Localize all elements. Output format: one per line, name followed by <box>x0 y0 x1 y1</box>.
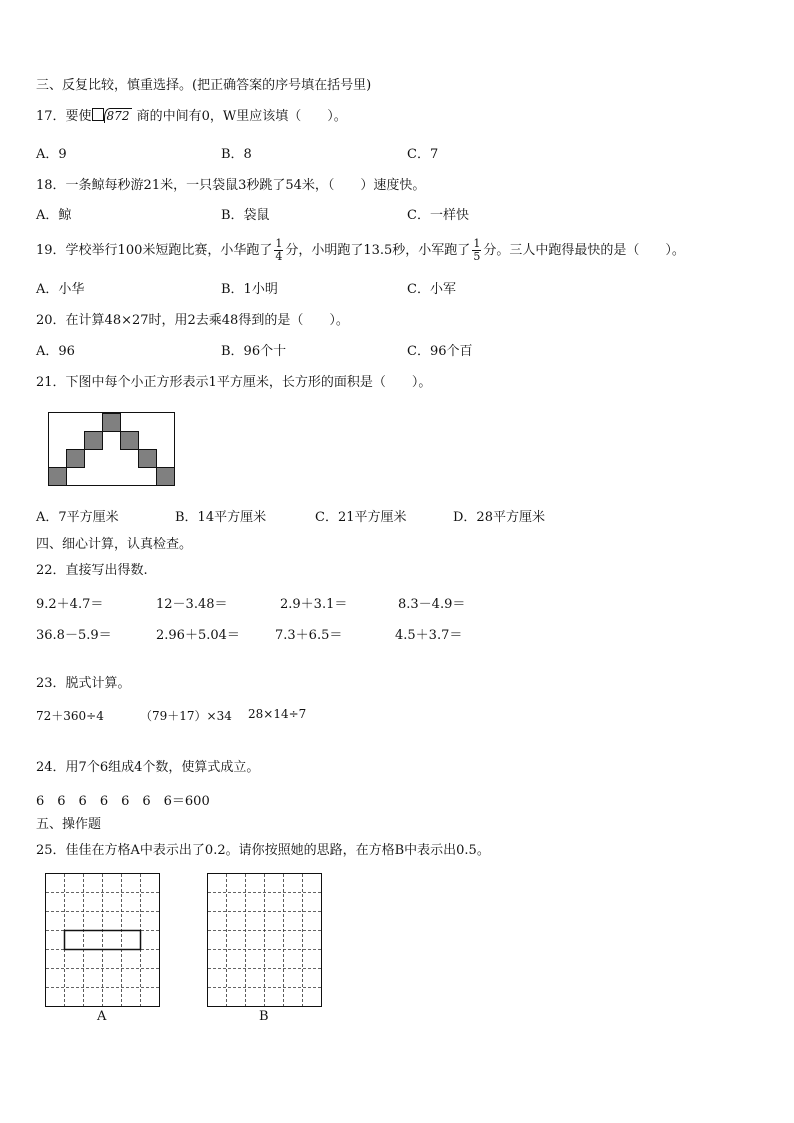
shaded-square <box>49 468 67 486</box>
calc-item[interactable]: （79＋17）×34 <box>140 709 232 723</box>
q17-option-c[interactable]: C．7 <box>407 147 439 162</box>
q25-question: 25．佳佳在方格A中表示出了0.2。请你按照她的思路，在方格B中表示出0.5。 <box>36 843 490 858</box>
calc-item[interactable]: 28×14÷7 <box>248 707 307 721</box>
q19-fraction-1 <box>274 238 283 263</box>
q24-question: 24．用7个6组成4个数，使算式成立。 <box>36 760 260 775</box>
q21-option-b[interactable]: B．14平方厘米 <box>175 510 267 525</box>
q21-option-d[interactable]: D．28平方厘米 <box>453 510 545 525</box>
fraction-numerator: 1 <box>473 237 481 250</box>
q21-option-c[interactable]: C．21平方厘米 <box>315 510 407 525</box>
q20-option-b[interactable]: B．96个十 <box>221 344 287 359</box>
fraction-denominator: 5 <box>473 250 481 263</box>
q18-option-a[interactable]: A．鲸 <box>36 208 72 223</box>
q19-fraction-2 <box>472 238 481 263</box>
calc-item[interactable]: 8.3－4.9＝ <box>398 597 466 612</box>
q19-part1: 19．学校举行100米短跑比赛，小华跑了 <box>36 243 273 258</box>
q17-dividend: 872 <box>104 108 133 123</box>
calc-item[interactable]: 12－3.48＝ <box>156 597 228 612</box>
fraction-denominator: 4 <box>275 250 283 263</box>
q17-option-a[interactable]: A．9 <box>36 147 67 162</box>
calc-item[interactable]: 2.96＋5.04＝ <box>156 628 240 643</box>
q17-option-b[interactable]: B．8 <box>221 147 252 162</box>
q19-option-c[interactable]: C．小军 <box>407 282 456 297</box>
section5-title: 五、操作题 <box>36 817 102 832</box>
shaded-square <box>157 468 175 486</box>
q19-part2: 分，小明跑了13.5秒，小军跑了 <box>285 243 471 258</box>
grid-b[interactable] <box>207 873 323 1009</box>
shaded-square <box>121 432 139 450</box>
q22-question: 22．直接写出得数. <box>36 563 148 578</box>
section3-title: 三、反复比较，慎重选择。(把正确答案的序号填在括号里) <box>36 78 372 93</box>
q24-expression[interactable]: 6 6 6 6 6 6 6＝600 <box>36 794 210 809</box>
calc-item[interactable]: 72＋360÷4 <box>36 709 104 723</box>
q18-option-c[interactable]: C．一样快 <box>407 208 469 223</box>
calc-item[interactable]: 36.8－5.9＝ <box>36 628 112 643</box>
fraction-numerator: 1 <box>275 237 283 250</box>
q17-question <box>36 108 347 126</box>
grid-b-label: B <box>259 1009 269 1024</box>
q23-question: 23．脱式计算。 <box>36 676 131 691</box>
blank-box[interactable] <box>92 108 104 121</box>
q20-option-c[interactable]: C．96个百 <box>407 344 473 359</box>
calc-item[interactable]: 2.9＋3.1＝ <box>280 597 348 612</box>
q19-part3: 分。三人中跑得最快的是（ ）。 <box>483 243 685 258</box>
calc-item[interactable]: 4.5＋3.7＝ <box>395 628 463 643</box>
q20-question: 20．在计算48×27时，用2去乘48得到的是（ ）。 <box>36 313 349 328</box>
q18-option-b[interactable]: B．袋鼠 <box>221 208 270 223</box>
q20-option-a[interactable]: A．96 <box>36 344 75 359</box>
shaded-square <box>85 432 103 450</box>
q19-option-b[interactable]: B．1小明 <box>221 282 278 297</box>
shaded-square <box>103 414 121 432</box>
shaded-square <box>67 450 85 468</box>
section4-title: 四、细心计算，认真检查。 <box>36 537 193 552</box>
q19-option-a[interactable]: A．小华 <box>36 282 85 297</box>
staircase-rectangle-figure <box>48 412 178 488</box>
q17-suffix: 商的中间有0，W里应该填（ ）。 <box>136 109 347 124</box>
q17-prefix: 17．要使 <box>36 109 92 124</box>
calc-item[interactable]: 7.3＋6.5＝ <box>275 628 343 643</box>
q19-question <box>36 236 685 266</box>
grid-a-label: A <box>97 1009 107 1024</box>
q18-question: 18．一条鲸每秒游21米，一只袋鼠3秒跳了54米，（ ）速度快。 <box>36 178 426 193</box>
calc-item[interactable]: 9.2＋4.7＝ <box>36 597 104 612</box>
grid-a <box>45 873 161 1009</box>
shaded-square <box>139 450 157 468</box>
q21-option-a[interactable]: A．7平方厘米 <box>36 510 119 525</box>
q21-question: 21．下图中每个小正方形表示1平方厘米，长方形的面积是（ ）。 <box>36 375 432 390</box>
